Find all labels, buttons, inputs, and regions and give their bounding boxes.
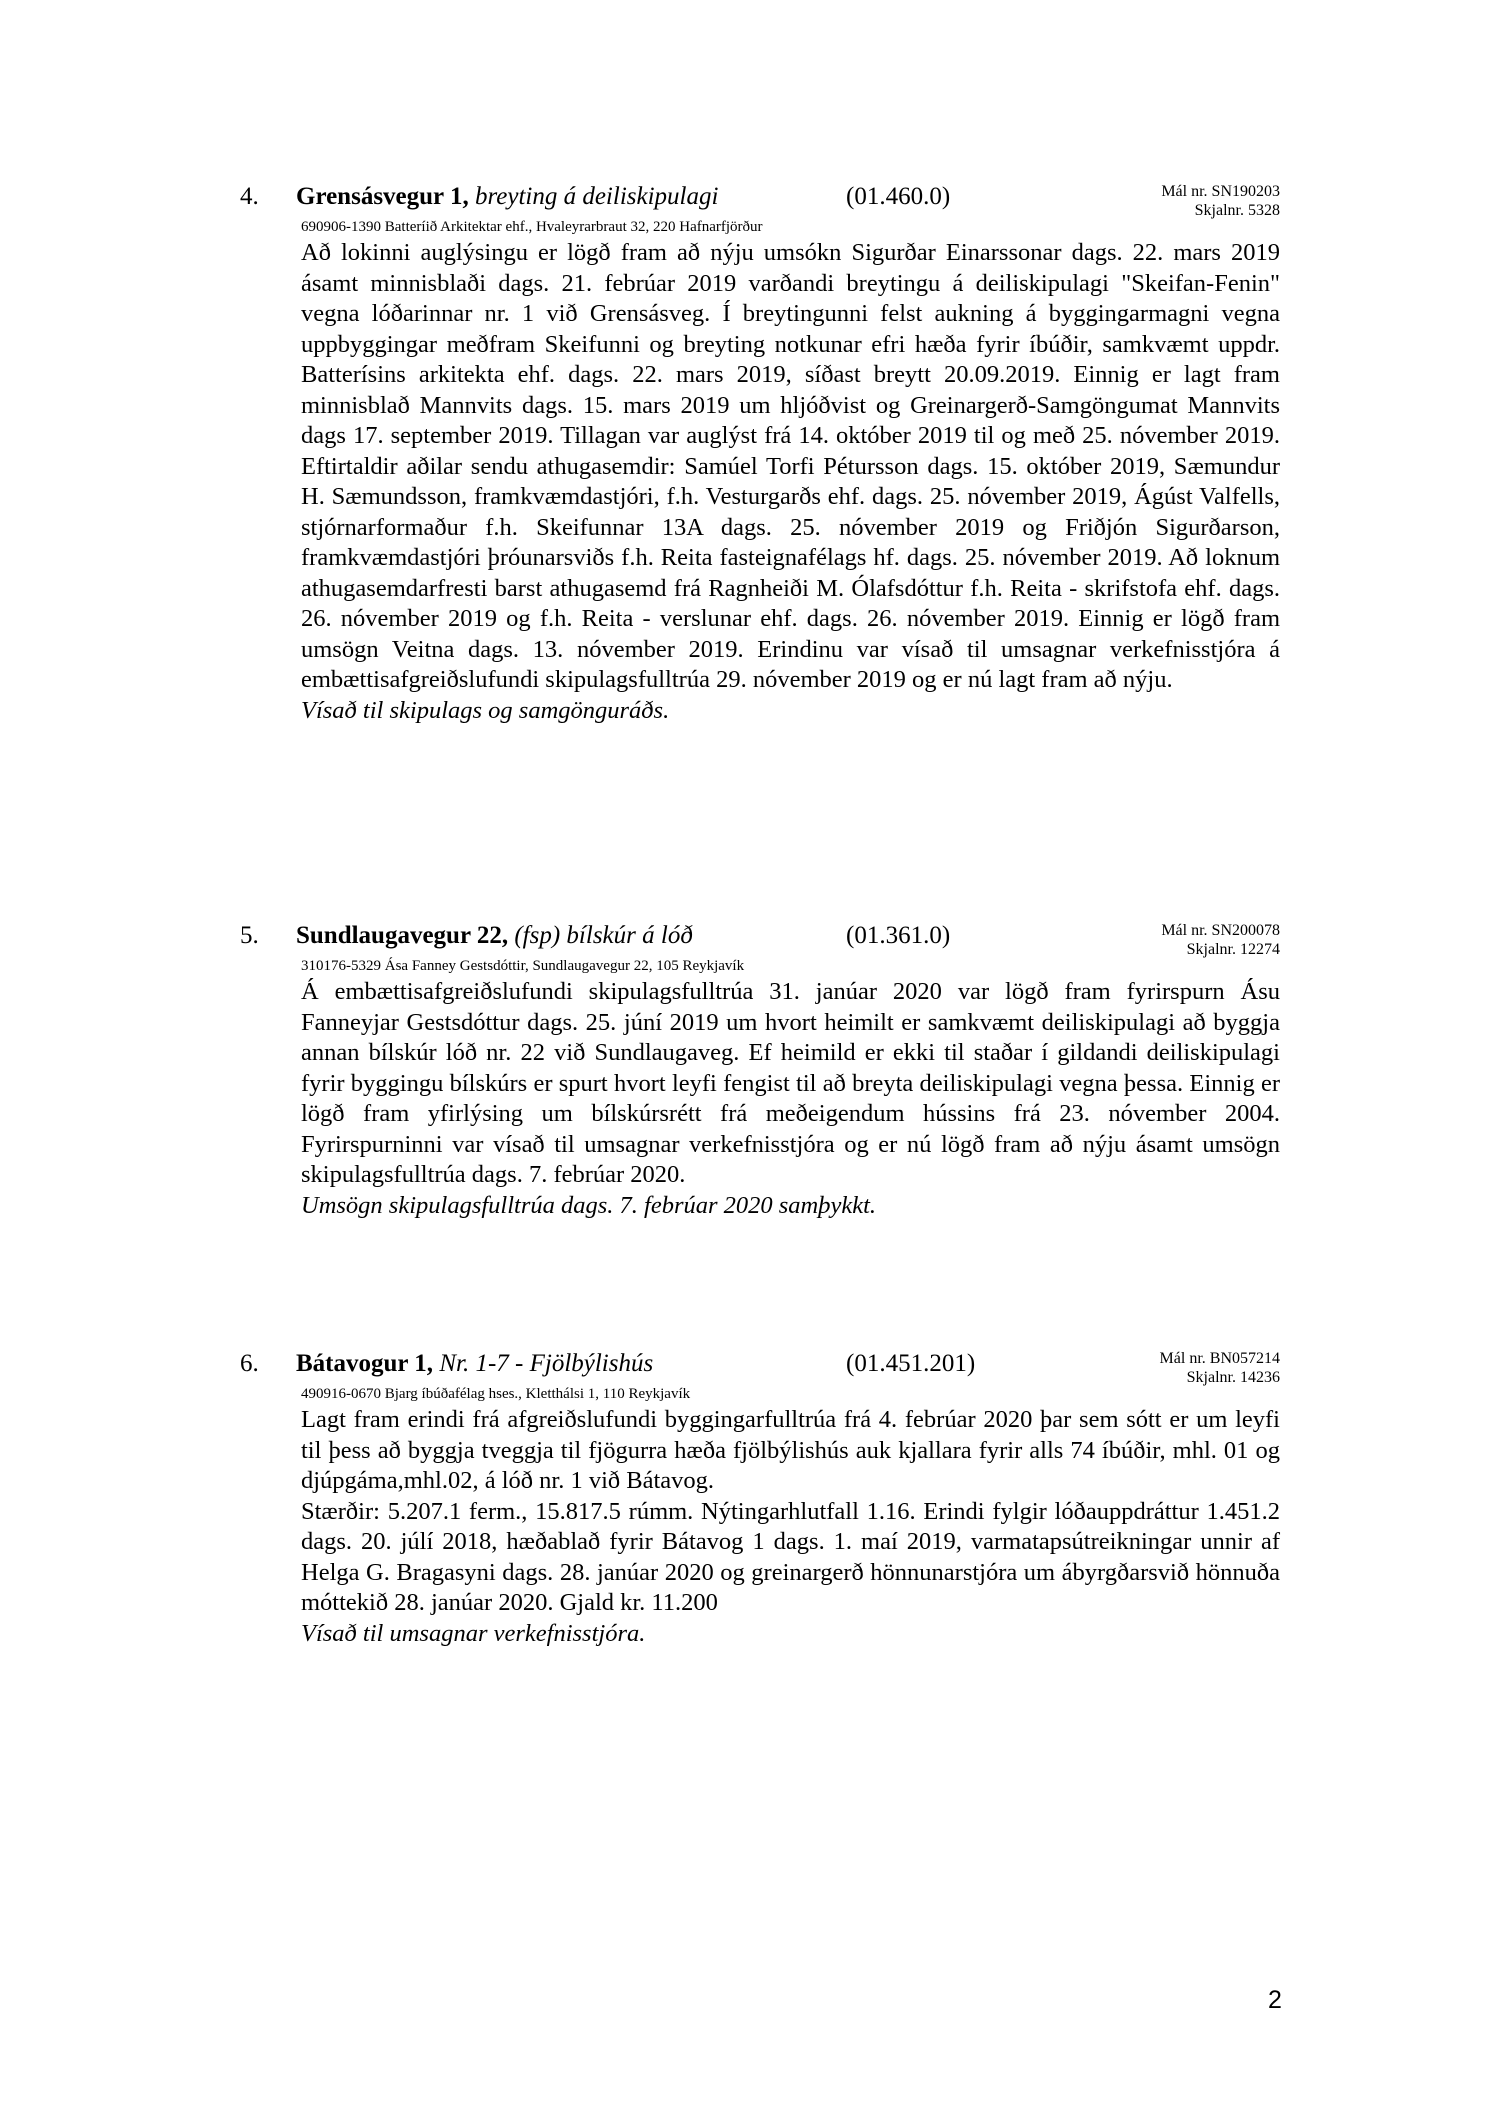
item-number: 5. [240, 922, 259, 949]
item-title [296, 921, 693, 951]
item-title [296, 182, 718, 212]
document-number: Skjalnr. 14236 [1186, 1369, 1280, 1386]
item-street: Bátavogur 1, [296, 1350, 434, 1377]
item-subject: breyting á deiliskipulagi [474, 183, 719, 210]
item-body [301, 1405, 1280, 1649]
item-description: Lagt fram erindi frá afgreiðslufundi byggingarfulltrúa frá 4. febrúar 2020 þar sem sótt er um leyfi til þess að byggja tveggja til fjögurra hæða fjölbýlishús auk kjallara fyrir alls 74 íbúðir, mhl. 01 og djúpgáma,mhl.02, á lóð nr. 1 við Bátavog. [301, 1406, 1280, 1494]
item-decision: Umsögn skipulagsfulltrúa dags. 7. febrúar 2020 samþykkt. [301, 1191, 877, 1219]
case-number: Mál nr. BN057214 [1159, 1350, 1280, 1367]
item-subject: Nr. 1-7 - Fjölbýlishús [439, 1350, 654, 1377]
item-description-sizes: Stærðir: 5.207.1 ferm., 15.817.5 rúmm. Nýtingarhlutfall 1.16. Erindi fylgir lóðauppdráttur 1.451.2 dags. 20. júlí 2018, hæðablað fyrir Bátavog 1 dags. 1. maí 2019, varmatapsútreikningar unnir af Helga G. Bragasyni dags. 28. janúar 2020 og greinargerð hönnunarstjóra um ábyrgðarsvið hönnuða móttekið 28. janúar 2020. Gjald kr. 11.200 [301, 1497, 1280, 1616]
item-applicant: 490916-0670 Bjarg íbúðafélag hses., Kletthálsi 1, 110 Reykjavík [301, 1386, 691, 1402]
case-references [1161, 921, 1280, 959]
case-references [1160, 1349, 1280, 1387]
item-land-code: (01.361.0) [846, 922, 951, 949]
case-references [1161, 182, 1280, 220]
item-description: Að lokinni auglýsingu er lögð fram að nýju umsókn Sigurðar Einarssonar dags. 22. mars 2019 ásamt minnisblaði dags. 21. febrúar 2019 varðandi breytingu á deiliskipulagi "Skeifan-Fenin" vegna lóðarinnar nr. 1 við Grensásveg. Í breytingunni felst aukning á byggingarmagni vegna uppbyggingar meðfram Skeifunni og breyting notkunar efri hæða fyrir íbúðir, samkvæmt uppdr. Batterísins arkitekta ehf. dags. 22. mars 2019, síðast breytt 20.09.2019. Einnig er lagt fram minnisblað Mannvits dags. 15. mars 2019 um hljóðvist og Greinargerð-Samgöngumat Mannvits dags 17. september 2019. Tillagan var auglýst frá 14. október 2019 til og með 25. nóvember 2019. Eftirtaldir aðilar sendu athugasemdir: Samúel Torfi Pétursson dags. 15. október 2019, Sæmundur H. Sæmundsson, framkvæmdastjóri, f.h. Vesturgarðs ehf. dags. 25. nóvember 2019, Ágúst Valfells, stjórnarformaður f.h. Skeifunnar 13A dags. 25. nóvember 2019 og Friðjón Sigurðarson, framkvæmdastjóri þróunarsviðs f.h. Reita fasteignafélags hf. dags. 25. nóvember 2019. Að loknum athugasemdarfresti barst athugasemd frá Ragnheiði M. Ólafsdóttur f.h. Reita - skrifstofa ehf. dags. 26. nóvember 2019 og f.h. Reita - verslunar ehf. dags. 26. nóvember 2019. Einnig er lögð fram umsögn Veitna dags. 13. nóvember 2019. Erindinu var vísað til umsagnar verkefnisstjóra á embættisafgreiðslufundi skipulagsfulltrúa 29. nóvember 2019 og er nú lagt fram að nýju. [301, 239, 1280, 693]
item-land-code: (01.460.0) [846, 183, 951, 210]
item-title [296, 1349, 653, 1379]
item-decision: Vísað til skipulags og samgönguráðs. [301, 696, 670, 724]
case-number: Mál nr. SN200078 [1161, 922, 1280, 939]
document-number: Skjalnr. 5328 [1194, 202, 1280, 219]
item-subject: (fsp) bílskúr á lóð [514, 922, 693, 949]
item-description: Á embættisafgreiðslufundi skipulagsfulltrúa 31. janúar 2020 var lögð fram fyrirspurn Ásu Fanneyjar Gestsdóttur dags. 25. júní 2019 um hvort heimilt er samkvæmt deiliskipulagi að byggja annan bílskúr lóð nr. 22 við Sundlaugaveg. Ef heimild er ekki til staðar í gildandi deiliskipulagi fyrir byggingu bílskúrs er spurt hvort leyfi fengist til að breyta deiliskipulagi vegna þessa. Einnig er lögð fram yfirlýsing um bílskúrsrétt frá meðeigendum hússins frá 23. nóvember 2004. Fyrirspurninni var vísað til umsagnar verkefnisstjóra og er nú lögð fram að nýju ásamt umsögn skipulagsfulltrúa dags. 7. febrúar 2020. [301, 978, 1280, 1188]
item-body [301, 977, 1280, 1221]
item-number: 6. [240, 1350, 259, 1377]
item-applicant: 690906-1390 Batteríið Arkitektar ehf., Hvaleyrarbraut 32, 220 Hafnarfjörður [301, 219, 763, 235]
item-body [301, 238, 1280, 726]
document-number: Skjalnr. 12274 [1186, 941, 1280, 958]
item-number: 4. [240, 183, 259, 210]
item-decision: Vísað til umsagnar verkefnisstjóra. [301, 1619, 646, 1647]
item-applicant: 310176-5329 Ása Fanney Gestsdóttir, Sundlaugavegur 22, 105 Reykjavík [301, 958, 745, 974]
item-land-code: (01.451.201) [846, 1350, 976, 1377]
item-street: Grensásvegur 1, [296, 183, 469, 210]
page-number: 2 [1268, 1986, 1282, 2014]
item-street: Sundlaugavegur 22, [296, 922, 509, 949]
case-number: Mál nr. SN190203 [1161, 183, 1280, 200]
